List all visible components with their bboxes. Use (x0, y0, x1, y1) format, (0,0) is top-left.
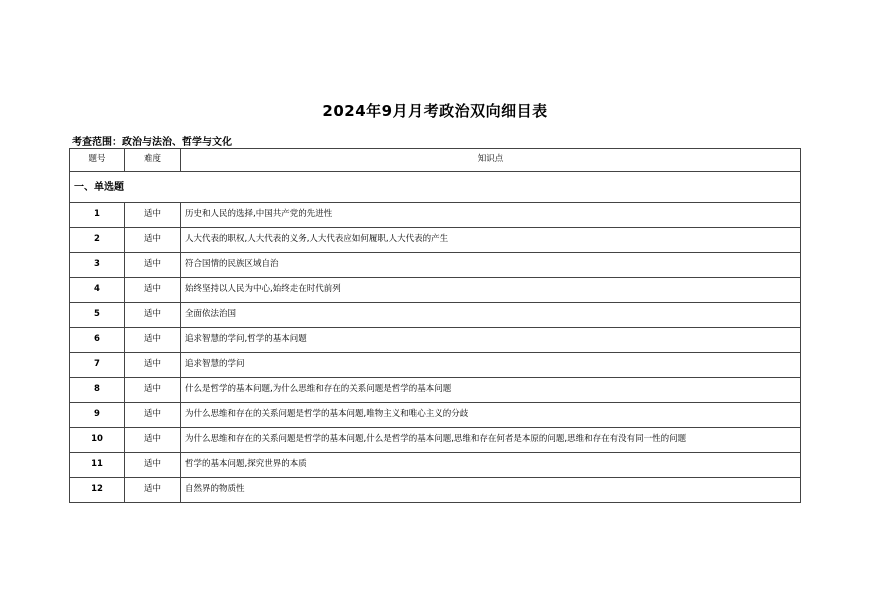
difficulty-cell: 适中 (125, 203, 181, 228)
table-row (70, 328, 801, 353)
header-num: 题号 (70, 149, 125, 172)
knowledge-point-cell: 符合国情的民族区域自治 (181, 253, 801, 278)
question-number: 10 (70, 428, 125, 453)
knowledge-point-cell: 什么是哲学的基本问题,为什么思维和存在的关系问题是哲学的基本问题 (181, 378, 801, 403)
table-row (70, 228, 801, 253)
knowledge-point-cell: 始终坚持以人民为中心,始终走在时代前列 (181, 278, 801, 303)
question-number: 11 (70, 453, 125, 478)
question-number: 4 (70, 278, 125, 303)
difficulty-cell: 适中 (125, 253, 181, 278)
knowledge-point-cell: 追求智慧的学问 (181, 353, 801, 378)
table-row (70, 478, 801, 503)
knowledge-point-cell: 为什么思维和存在的关系问题是哲学的基本问题,唯物主义和唯心主义的分歧 (181, 403, 801, 428)
table-row (70, 203, 801, 228)
question-number: 2 (70, 228, 125, 253)
difficulty-cell: 适中 (125, 303, 181, 328)
difficulty-cell: 适中 (125, 353, 181, 378)
table-row (70, 253, 801, 278)
table-row (70, 403, 801, 428)
table-row (70, 428, 801, 453)
page-title: 2024年9月月考政治双向细目表 (322, 102, 548, 120)
difficulty-cell: 适中 (125, 328, 181, 353)
difficulty-cell: 适中 (125, 453, 181, 478)
question-number: 6 (70, 328, 125, 353)
table-row (70, 278, 801, 303)
section-row (70, 172, 801, 203)
knowledge-point-cell: 追求智慧的学问,哲学的基本问题 (181, 328, 801, 353)
question-number: 8 (70, 378, 125, 403)
table-row (70, 353, 801, 378)
difficulty-cell: 适中 (125, 403, 181, 428)
exam-scope: 考查范围：政治与法治、哲学与文化 (72, 137, 232, 148)
knowledge-point-cell: 人大代表的职权,人大代表的义务,人大代表应如何履职,人大代表的产生 (181, 228, 801, 253)
knowledge-point-cell: 历史和人民的选择,中国共产党的先进性 (181, 203, 801, 228)
knowledge-point-cell: 哲学的基本问题,探究世界的本质 (181, 453, 801, 478)
difficulty-cell: 适中 (125, 378, 181, 403)
question-number: 9 (70, 403, 125, 428)
header-knowledge: 知识点 (181, 149, 801, 172)
spec-table (69, 148, 801, 503)
difficulty-cell: 适中 (125, 278, 181, 303)
knowledge-point-cell: 全面依法治国 (181, 303, 801, 328)
question-number: 7 (70, 353, 125, 378)
difficulty-cell: 适中 (125, 478, 181, 503)
header-difficulty: 难度 (125, 149, 181, 172)
knowledge-point-cell: 自然界的物质性 (181, 478, 801, 503)
table-row (70, 453, 801, 478)
knowledge-point-cell: 为什么思维和存在的关系问题是哲学的基本问题,什么是哲学的基本问题,思维和存在何者是本原的问题,思维和存在有没有同一性的问题 (181, 428, 801, 453)
question-number: 3 (70, 253, 125, 278)
table-row (70, 303, 801, 328)
question-number: 12 (70, 478, 125, 503)
section-label: 一、单选题 (70, 172, 801, 203)
question-number: 5 (70, 303, 125, 328)
question-number: 1 (70, 203, 125, 228)
table-row (70, 378, 801, 403)
table-header-row (70, 149, 801, 172)
difficulty-cell: 适中 (125, 428, 181, 453)
difficulty-cell: 适中 (125, 228, 181, 253)
